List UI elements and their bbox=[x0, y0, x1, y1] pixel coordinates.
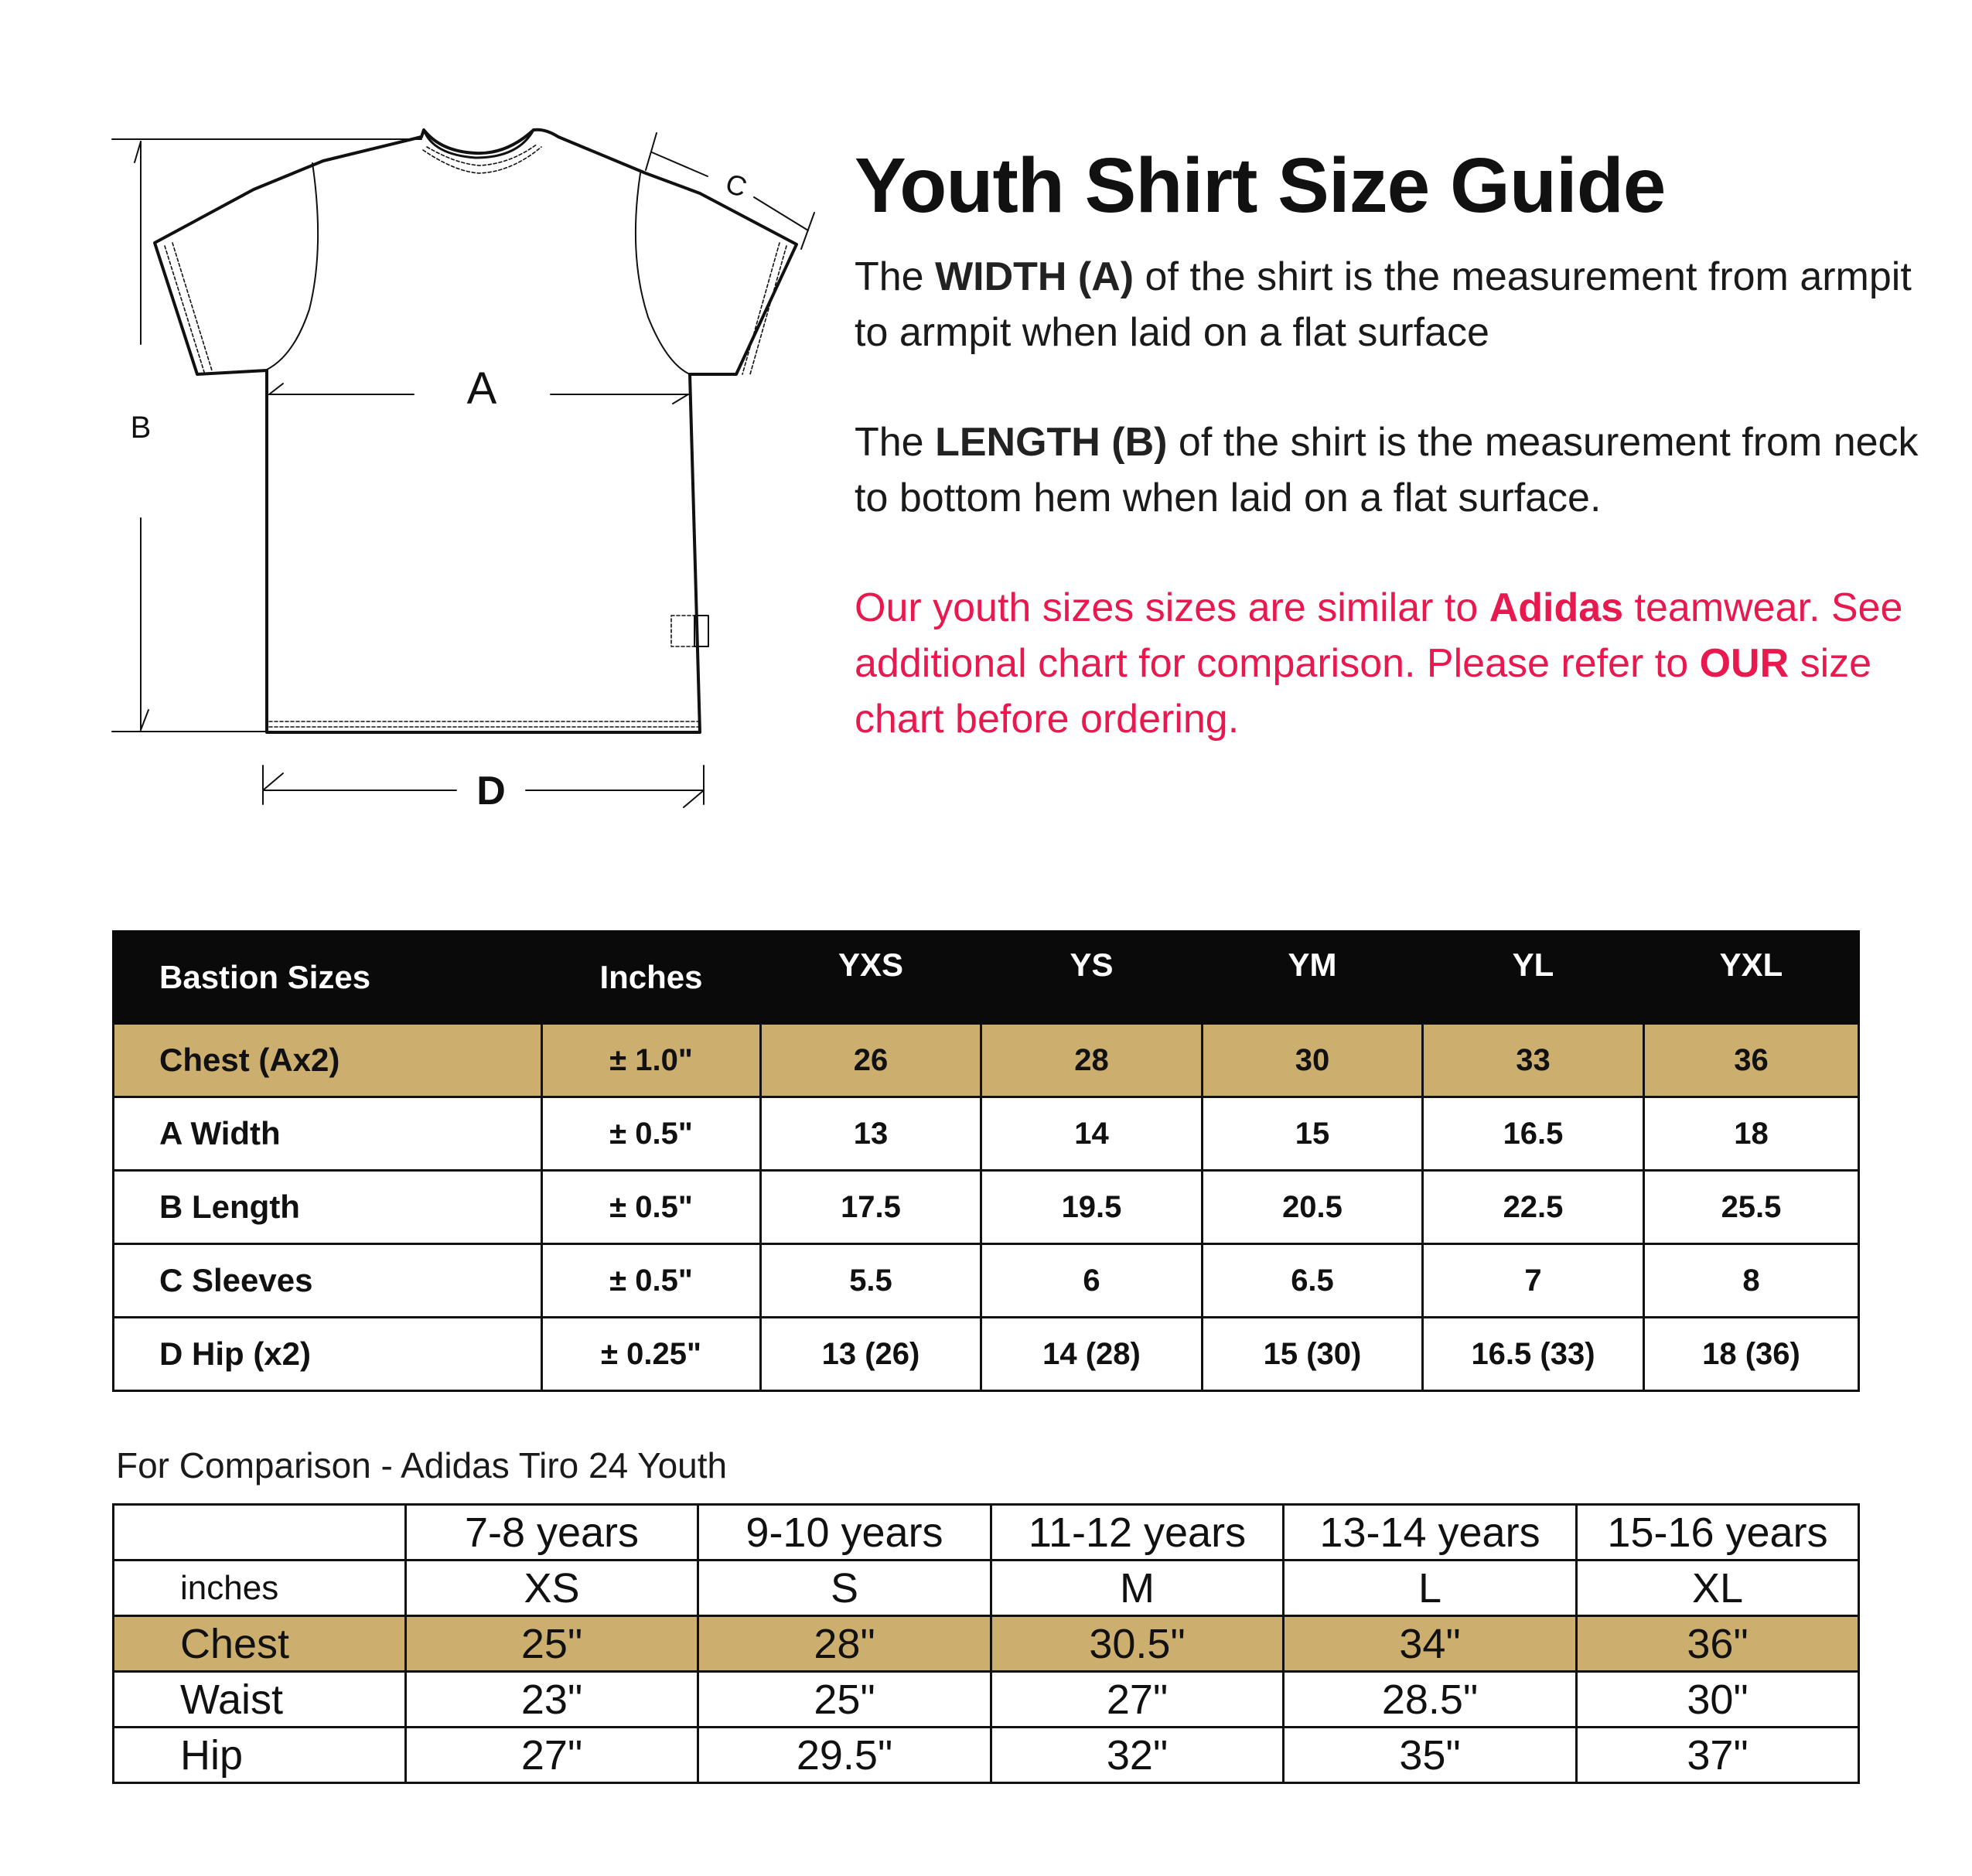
table-row bbox=[114, 1097, 1859, 1171]
dimension-c-left bbox=[652, 152, 708, 176]
table-cell: 25.5 bbox=[1644, 1171, 1859, 1244]
row-label: Chest bbox=[114, 1616, 406, 1672]
our-emphasis: OUR bbox=[1699, 641, 1789, 686]
shirt-outline bbox=[155, 130, 797, 732]
table-row bbox=[114, 1672, 1859, 1728]
side-tag bbox=[671, 616, 708, 646]
table-cell: 14 (28) bbox=[981, 1318, 1203, 1391]
table-cell: 30" bbox=[1577, 1672, 1859, 1728]
table-row bbox=[114, 1171, 1859, 1244]
table-cell: 25" bbox=[406, 1616, 698, 1672]
table-cell bbox=[114, 1505, 406, 1560]
header-cell: YXL bbox=[1644, 932, 1859, 1024]
table-cell: 17.5 bbox=[761, 1171, 981, 1244]
table-cell: 29.5" bbox=[698, 1728, 991, 1783]
comparison-caption: For Comparison - Adidas Tiro 24 Youth bbox=[116, 1445, 728, 1485]
size-cell: L bbox=[1284, 1560, 1577, 1616]
table-cell: 5.5 bbox=[761, 1244, 981, 1318]
tolerance-cell: ± 1.0" bbox=[542, 1024, 761, 1097]
header-cell: YS bbox=[981, 932, 1203, 1024]
age-cell: 15-16 years bbox=[1577, 1505, 1859, 1560]
age-cell: 13-14 years bbox=[1284, 1505, 1577, 1560]
table-row bbox=[114, 1616, 1859, 1672]
row-label: A Width bbox=[114, 1097, 542, 1171]
table-cell: 6 bbox=[981, 1244, 1203, 1318]
comparison-note: Our youth sizes sizes are similar to Adidas teamwear. See additional chart for comparison. Please refer to OUR size chart before ordering. bbox=[855, 585, 1903, 742]
table-cell: 30.5" bbox=[991, 1616, 1284, 1672]
table-cell: 28.5" bbox=[1284, 1672, 1577, 1728]
row-label: B Length bbox=[114, 1171, 542, 1244]
header-cell: YM bbox=[1203, 932, 1423, 1024]
row-label: C Sleeves bbox=[114, 1244, 542, 1318]
shirt-diagram bbox=[0, 0, 851, 851]
size-cell: XL bbox=[1577, 1560, 1859, 1616]
header-cell: Bastion Sizes bbox=[114, 932, 542, 1024]
table-cell: 34" bbox=[1284, 1616, 1577, 1672]
length-term: LENGTH (B) bbox=[935, 420, 1168, 465]
table-cell: 28 bbox=[981, 1024, 1203, 1097]
units-label: inches bbox=[114, 1560, 406, 1616]
age-cell: 11-12 years bbox=[991, 1505, 1284, 1560]
table-cell: 14 bbox=[981, 1097, 1203, 1171]
table-cell: 36" bbox=[1577, 1616, 1859, 1672]
table-cell: 23" bbox=[406, 1672, 698, 1728]
guide-info bbox=[855, 139, 1953, 747]
row-label: Waist bbox=[114, 1672, 406, 1728]
header-cell: YL bbox=[1423, 932, 1644, 1024]
table-cell: 27" bbox=[991, 1672, 1284, 1728]
table-cell: 36 bbox=[1644, 1024, 1859, 1097]
table-header-row bbox=[114, 932, 1859, 1024]
width-term: WIDTH (A) bbox=[935, 254, 1134, 299]
size-cell: S bbox=[698, 1560, 991, 1616]
brand-name: Adidas bbox=[1489, 585, 1624, 630]
width-description: The WIDTH (A) of the shirt is the measurement from armpit to armpit when laid on a flat surface bbox=[855, 254, 1912, 355]
table-cell: 28" bbox=[698, 1616, 991, 1672]
table-cell: 13 bbox=[761, 1097, 981, 1171]
table-cell: 37" bbox=[1577, 1728, 1859, 1783]
age-row bbox=[114, 1505, 1859, 1560]
table-cell: 18 bbox=[1644, 1097, 1859, 1171]
label-a: A bbox=[466, 363, 497, 414]
comparison-table bbox=[112, 1503, 1860, 1784]
length-description: The LENGTH (B) of the shirt is the measurement from neck to bottom hem when laid on a flat surface. bbox=[855, 420, 1919, 520]
table-cell: 19.5 bbox=[981, 1171, 1203, 1244]
shirt-diagram-svg bbox=[0, 0, 851, 851]
header-cell: YXS bbox=[761, 932, 981, 1024]
table-cell: 22.5 bbox=[1423, 1171, 1644, 1244]
size-cell: XS bbox=[406, 1560, 698, 1616]
left-armhole-seam bbox=[267, 163, 318, 370]
table-cell: 18 (36) bbox=[1644, 1318, 1859, 1391]
label-b: B bbox=[130, 411, 152, 445]
right-armhole-seam bbox=[636, 173, 690, 374]
age-cell: 7-8 years bbox=[406, 1505, 698, 1560]
table-cell: 15 (30) bbox=[1203, 1318, 1423, 1391]
tolerance-cell: ± 0.5" bbox=[542, 1171, 761, 1244]
label-c: C bbox=[722, 167, 751, 204]
table-cell: 6.5 bbox=[1203, 1244, 1423, 1318]
tolerance-cell: ± 0.25" bbox=[542, 1318, 761, 1391]
table-cell: 32" bbox=[991, 1728, 1284, 1783]
table-cell: 35" bbox=[1284, 1728, 1577, 1783]
row-label: Chest (Ax2) bbox=[114, 1024, 542, 1097]
table-cell: 25" bbox=[698, 1672, 991, 1728]
age-cell: 9-10 years bbox=[698, 1505, 991, 1560]
row-label: Hip bbox=[114, 1728, 406, 1783]
table-cell: 26 bbox=[761, 1024, 981, 1097]
bastion-size-table bbox=[112, 930, 1860, 1392]
table-cell: 30 bbox=[1203, 1024, 1423, 1097]
tolerance-cell: ± 0.5" bbox=[542, 1244, 761, 1318]
tolerance-cell: ± 0.5" bbox=[542, 1097, 761, 1171]
table-cell: 20.5 bbox=[1203, 1171, 1423, 1244]
size-row bbox=[114, 1560, 1859, 1616]
size-cell: M bbox=[991, 1560, 1284, 1616]
row-label: D Hip (x2) bbox=[114, 1318, 542, 1391]
table-cell: 33 bbox=[1423, 1024, 1644, 1097]
header-cell: Inches bbox=[542, 932, 761, 1024]
table-cell: 8 bbox=[1644, 1244, 1859, 1318]
label-d: D bbox=[476, 769, 506, 814]
table-row bbox=[114, 1318, 1859, 1391]
table-row bbox=[114, 1024, 1859, 1097]
table-cell: 16.5 bbox=[1423, 1097, 1644, 1171]
table-row bbox=[114, 1728, 1859, 1783]
table-row bbox=[114, 1244, 1859, 1318]
table-cell: 7 bbox=[1423, 1244, 1644, 1318]
table-cell: 15 bbox=[1203, 1097, 1423, 1171]
table-cell: 27" bbox=[406, 1728, 698, 1783]
page-title: Youth Shirt Size Guide bbox=[855, 142, 1666, 229]
table-cell: 16.5 (33) bbox=[1423, 1318, 1644, 1391]
table-cell: 13 (26) bbox=[761, 1318, 981, 1391]
